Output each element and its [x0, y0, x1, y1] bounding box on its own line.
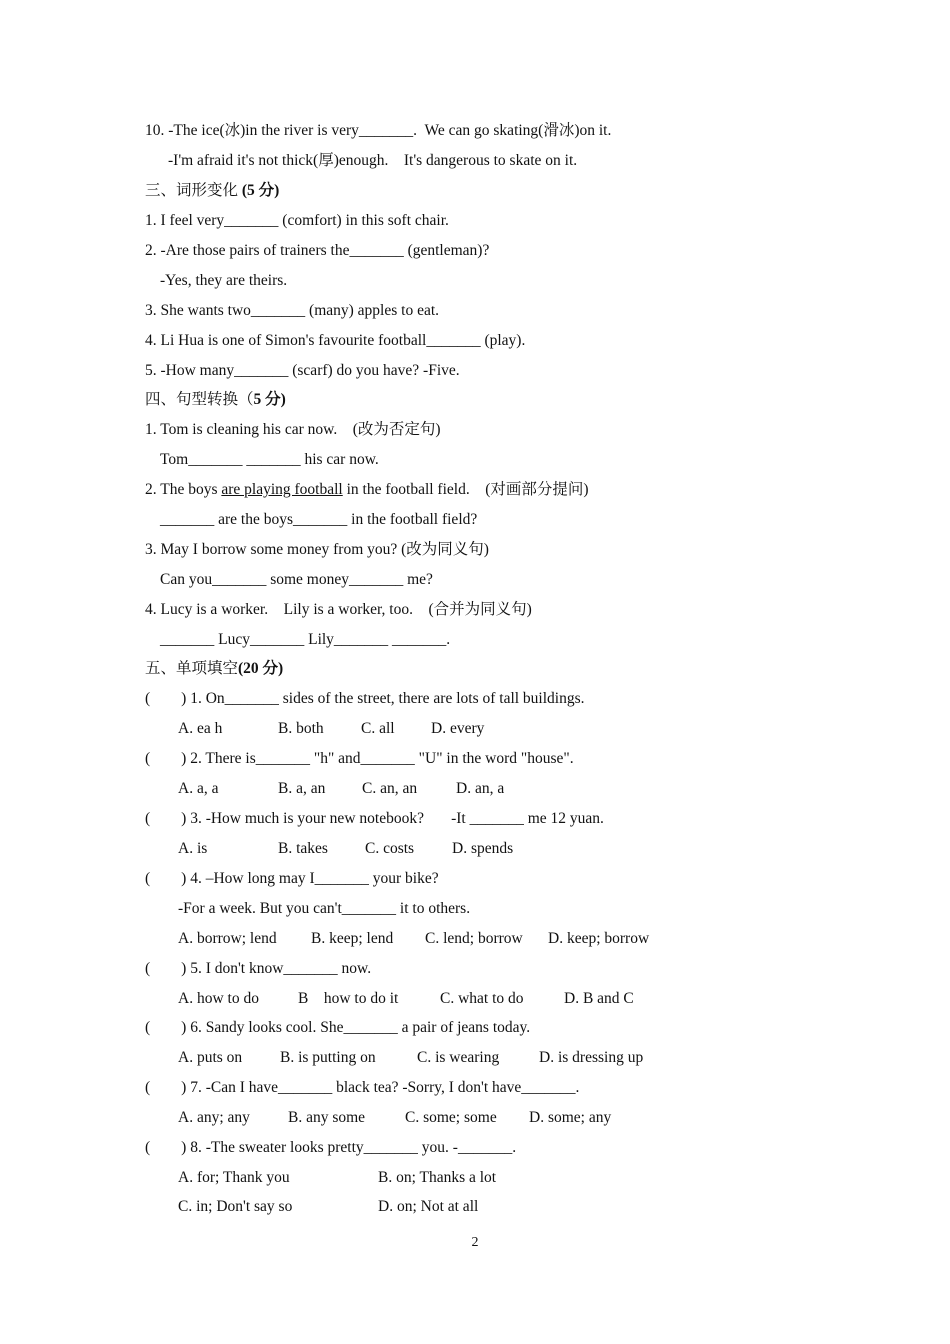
mc-option-d: D. some; any [529, 1109, 612, 1126]
mc-option-d: D. keep; borrow [548, 930, 650, 947]
section3-item: 4. Li Hua is one of Simon's favourite football_______ (play). [145, 332, 526, 349]
section4-q2 [145, 480, 589, 500]
section3-item: 1. I feel very_______ (comfort) in this soft chair. [145, 212, 449, 229]
mc-option-c: C. an, an [362, 780, 418, 797]
section4-heading-text: 四、句型转换（ [145, 391, 254, 408]
section4-q4: 4. Lucy is a worker. Lily is a worker, too. (合并为同义句) [145, 601, 532, 618]
mc-option-d: D. B and C [564, 990, 634, 1007]
section5-heading-score: (20 分) [238, 660, 284, 677]
mc-option-d: D. spends [452, 840, 514, 857]
section3-item: 5. -How many_______ (scarf) do you have? -Five. [145, 362, 460, 379]
mc-option-d: D. every [431, 720, 485, 737]
mc-option-c: C. lend; borrow [425, 930, 523, 947]
mc-option-b: B. is putting on [280, 1049, 376, 1066]
section4-q3: 3. May I borrow some money from you? (改为同义句) [145, 541, 489, 558]
mc-option-b: B. a, an [278, 780, 326, 797]
section4-heading [145, 390, 286, 410]
mc-option-a: A. a, a [178, 780, 219, 797]
section4-q2-suffix: in the football field. (对画部分提问) [342, 481, 589, 498]
page-number: 2 [471, 1235, 479, 1250]
mc-option-c: C. in; Don't say so [178, 1198, 293, 1215]
mc-option-b: B. any some [288, 1109, 366, 1126]
mc-question-stem: ( ) 1. On_______ sides of the street, there are lots of tall buildings. [145, 690, 585, 707]
mc-option-a: A. how to do [178, 990, 259, 1007]
section3-heading [145, 181, 279, 201]
section4-heading-score: 5 分) [253, 391, 286, 408]
section5-heading-text: 五、单项填空 [145, 660, 239, 677]
mc-question-stem: ( ) 8. -The sweater looks pretty_______ you. -_______. [145, 1139, 517, 1156]
q10-line2: -I'm afraid it's not thick(厚)enough. It's dangerous to skate on it. [168, 152, 578, 169]
mc-option-c: C. costs [365, 840, 415, 857]
mc-question-stem: ( ) 6. Sandy looks cool. She_______ a pair of jeans today. [145, 1019, 531, 1036]
mc-option-c: C. some; some [405, 1109, 497, 1126]
section3-heading-text: 三、词形变化 [145, 182, 239, 199]
section4-q4-answer: _______ Lucy_______ Lily_______ _______. [160, 631, 451, 648]
mc-option-c: C. all [361, 720, 395, 737]
mc-option-b: B. keep; lend [311, 930, 394, 947]
mc-option-d: D. is dressing up [539, 1049, 644, 1066]
section3-item: 2. -Are those pairs of trainers the_______ (gentleman)? [145, 242, 490, 259]
section5-heading [145, 659, 283, 679]
mc-option-c: C. is wearing [417, 1049, 500, 1066]
mc-question-stem: ( ) 3. -How much is your new notebook? -It _______ me 12 yuan. [145, 810, 604, 827]
q10-line1: 10. -The ice(冰)in the river is very_______. We can go skating(滑冰)on it. [145, 122, 612, 139]
section3-item: -Yes, they are theirs. [160, 272, 288, 289]
section3-heading-score: (5 分) [238, 182, 280, 199]
section4-q2-answer: _______ are the boys_______ in the football field? [160, 511, 478, 528]
mc-option-b: B. takes [278, 840, 328, 857]
mc-option-a: A. any; any [178, 1109, 250, 1126]
mc-option-d: D. an, a [456, 780, 505, 797]
mc-question-stem: ( ) 7. -Can I have_______ black tea? -Sorry, I don't have_______. [145, 1079, 580, 1096]
mc-option-b: B. on; Thanks a lot [378, 1169, 497, 1186]
section3-item: 3. She wants two_______ (many) apples to eat. [145, 302, 440, 319]
section4-q1: 1. Tom is cleaning his car now. (改为否定句) [145, 421, 441, 438]
mc-question-stem: ( ) 2. There is_______ "h" and_______ "U" in the word "house". [145, 750, 574, 767]
mc-option-a: A. ea h [178, 720, 223, 737]
mc-option-c: C. what to do [440, 990, 524, 1007]
mc-option-a: A. is [178, 840, 208, 857]
mc-question-stem: ( ) 4. –How long may I_______ your bike? [145, 870, 439, 887]
mc-option-a: A. borrow; lend [178, 930, 277, 947]
mc-question-extra: -For a week. But you can't_______ it to others. [178, 900, 471, 917]
section4-q2-underlined: are playing football [221, 481, 343, 498]
mc-option-b: B. both [278, 720, 324, 737]
mc-option-d: D. on; Not at all [378, 1198, 479, 1215]
mc-option-a: A. puts on [178, 1049, 243, 1066]
mc-option-b: B how to do it [298, 990, 399, 1007]
mc-question-stem: ( ) 5. I don't know_______ now. [145, 960, 372, 977]
mc-option-a: A. for; Thank you [178, 1169, 290, 1186]
section4-q3-answer: Can you_______ some money_______ me? [160, 571, 433, 588]
section4-q2-prefix: 2. The boys [145, 481, 222, 498]
section4-q1-answer: Tom_______ _______ his car now. [160, 451, 379, 468]
